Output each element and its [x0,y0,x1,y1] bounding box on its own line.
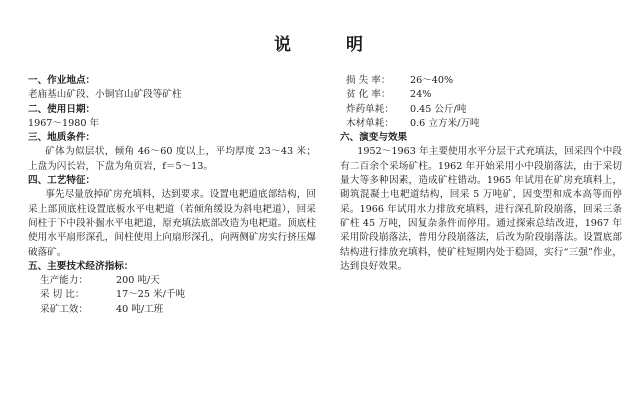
section-heading-process: 四、工艺特征： [28,175,96,187]
section-text-geology: 矿体为似层状，倾角 46～60 度以上，平均厚度 23～43 米；上盘为闪长岩，下盘为角页岩，f＝5～13。 [28,146,316,172]
indicator-row [340,74,622,88]
page-title [0,30,640,55]
indicator-row [28,288,316,302]
section-text-date: 1967～1980 年 [28,117,100,129]
indicator-label: 生产能力： [40,275,88,287]
indicator-row [28,303,316,317]
indicator-value: 17～25 米/千吨 [116,289,186,301]
indicator-row [340,117,622,131]
indicator-value: 24% [410,89,432,101]
indicator-value: 0.45 公斤/吨 [410,103,467,115]
indicator-value: 40 吨/工班 [116,303,164,315]
section-heading-location: 一、作业地点： [28,75,96,86]
indicator-value: 200 吨/天 [116,275,160,287]
indicator-label: 采矿工效： [40,303,88,315]
title-char-2: 明 [346,35,366,55]
indicator-value: 26～40% [410,75,454,86]
section-text-location: 老庙基山矿段、小铜官山矿段等矿柱 [28,89,182,101]
indicator-label: 采 切 比： [40,289,85,301]
indicator-row [340,103,622,117]
left-column [28,74,316,317]
indicator-row [340,88,622,102]
indicator-label: 木材单耗： [346,117,394,129]
indicator-label: 贫 化 率： [346,89,391,101]
right-column [340,74,622,274]
section-text-evolution: 1952～1963 年主要使用水平分层干式充填法，回采四个中段有二百余个采场矿柱。1962 年开始采用小中段崩落法，由于采切量大等多种因素，造成矿柱错动。1965 年试用在矿房充填料上，砌筑混凝土电耙道结构，回采 5 万吨矿，因变型和成本高等而停采。1966 年试用水力排放充填料，进行深孔阶段崩落，回采三条矿柱 45 万吨，因复杂条件而停用。通过探索总结改进，1967 年采用阶段崩落法，普用分段崩落法，后改为阶段崩落法。设置底部结构进行排放充填料，使矿柱短期内处于稳固，实行“三强”作业，达到良好效果。 [340,146,622,272]
indicator-value: 0.6 立方米/万吨 [410,117,480,129]
section-heading-date: 二、使用日期： [28,103,96,115]
indicator-label: 损 失 率： [346,75,391,86]
section-heading-evolution: 六、演变与效果 [340,132,408,144]
section-heading-geology: 三、地质条件： [28,132,96,144]
section-text-process: 事先尽量放掉矿房充填料，达到要求。设置电耙道底部结构，回采上部顶底柱设置底板水平电耙道（若倾角缓设为斜电耙道），回采间柱于下中段补掘水平电耙道，原充填法底部改造为电耙道。顶底柱使用水平扇形深孔，间柱使用上向扇形深孔，向两侧矿房实行挤压爆破落矿。 [28,189,316,258]
indicator-label: 炸药单耗： [346,103,394,115]
section-heading-indicators: 五、主要技术经济指标： [28,260,134,272]
indicator-row [28,274,316,288]
title-char-1: 说 [274,35,294,55]
